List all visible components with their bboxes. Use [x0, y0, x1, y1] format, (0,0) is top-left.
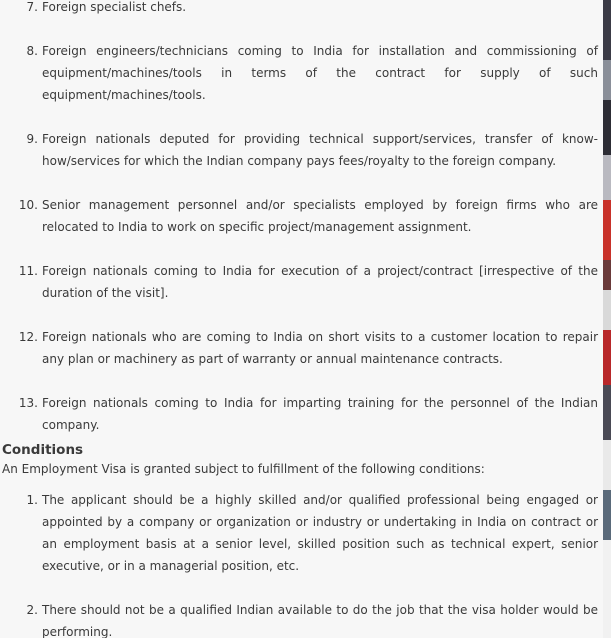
list-item-number: 12. — [18, 330, 38, 344]
list-item — [0, 0, 603, 18]
conditions-heading: Conditions — [2, 442, 84, 458]
list-item-number: 7. — [26, 0, 38, 14]
sidebar-image-fragment — [603, 0, 611, 60]
list-item-number: 9. — [26, 132, 38, 146]
list-item-number: 1. — [26, 493, 38, 507]
list-item-text: Foreign nationals coming to India for execution of a project/contract [irrespective of the duration of the visit]. — [42, 264, 598, 300]
list-item-text: Senior management personnel and/or specialists employed by foreign firms who are relocated to India to work on specific project/management assignment. — [42, 198, 598, 234]
conditions-intro: An Employment Visa is granted subject to fulfillment of the following conditions: — [2, 462, 485, 476]
list-item-number: 2. — [26, 603, 38, 617]
sidebar-edge — [603, 0, 611, 638]
list-item — [0, 599, 603, 638]
list-item-number: 13. — [18, 396, 38, 410]
list-item-text: The applicant should be a highly skilled and/or qualified professional being engaged or appointed by a company or organization or industry or undertaking in India on contract or an employment basis at a senior level, skilled position such as technical expert, senior executive, or in a managerial position, etc. — [42, 493, 598, 573]
sidebar-image-fragment — [603, 290, 611, 330]
list-item — [0, 40, 603, 106]
sidebar-image-fragment — [603, 200, 611, 260]
list-item-number: 10. — [18, 198, 38, 212]
sidebar-image-fragment — [603, 490, 611, 540]
list-item — [0, 128, 603, 172]
list-item — [0, 260, 603, 304]
list-item-text: Foreign specialist chefs. — [42, 0, 187, 14]
list-item — [0, 326, 603, 370]
sidebar-image-fragment — [603, 440, 611, 490]
sidebar-image-fragment — [603, 260, 611, 290]
conditions-list — [0, 489, 603, 638]
sidebar-image-fragment — [603, 100, 611, 155]
list-item-number: 8. — [26, 44, 38, 58]
list-item-number: 11. — [18, 264, 38, 278]
list-item-text: Foreign nationals coming to India for imparting training for the personnel of the Indian company. — [42, 396, 598, 432]
sidebar-image-fragment — [603, 330, 611, 385]
list-item — [0, 489, 603, 577]
list-item-text: Foreign nationals who are coming to India on short visits to a customer location to repair any plan or machinery as part of warranty or annual maintenance contracts. — [42, 330, 598, 366]
list-item-text: There should not be a qualified Indian available to do the job that the visa holder would be performing. — [42, 603, 598, 638]
sidebar-image-fragment — [603, 155, 611, 200]
list-item — [0, 392, 603, 436]
list-item-text: Foreign nationals deputed for providing technical support/services, transfer of know-how/services for which the Indian company pays fees/royalty to the foreign company. — [42, 132, 598, 168]
list-item — [0, 194, 603, 238]
sidebar-image-fragment — [603, 540, 611, 638]
list-item-text: Foreign engineers/technicians coming to India for installation and commissioning of equipment/machines/tools in terms of the contract for supply of such equipment/machines/tools. — [42, 44, 598, 102]
sidebar-image-fragment — [603, 60, 611, 100]
sidebar-image-fragment — [603, 385, 611, 440]
